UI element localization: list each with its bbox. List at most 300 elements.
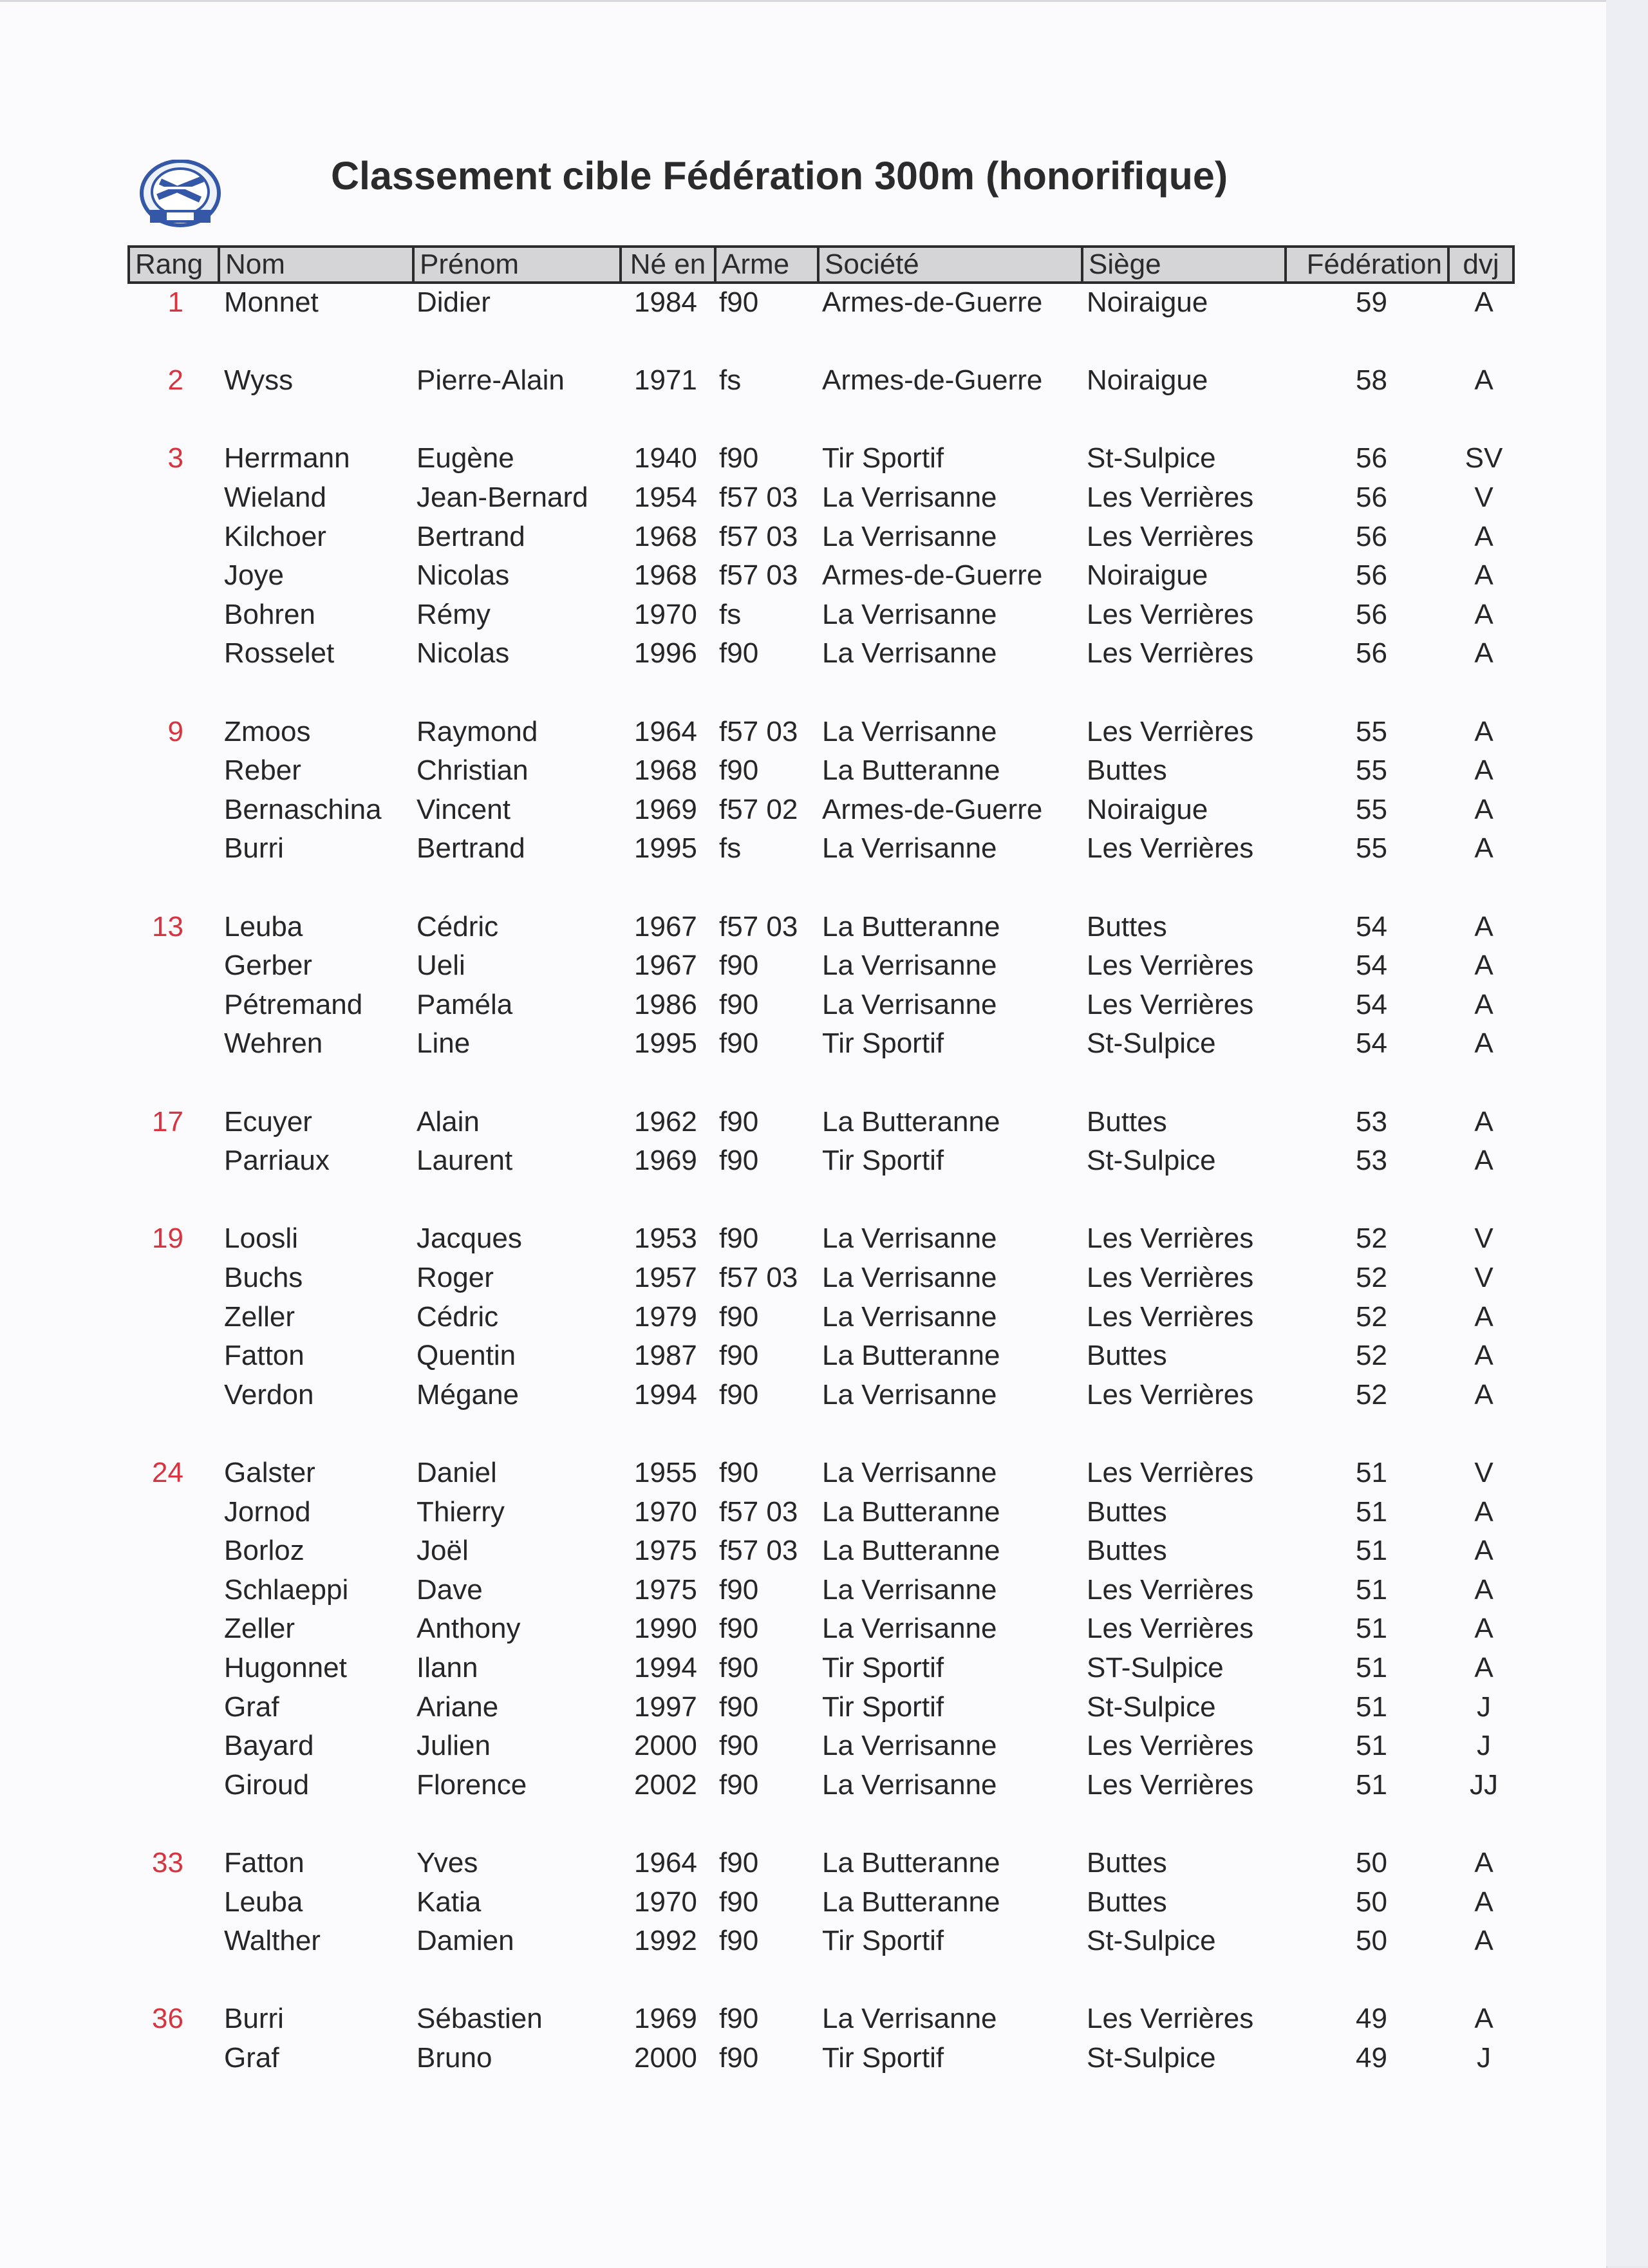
arme-cell: f90 (719, 1574, 759, 1606)
year-cell: 1994 (634, 1652, 697, 1683)
siege-cell: Les Verrières (1087, 716, 1254, 747)
arme-cell: fs (719, 364, 742, 396)
score-cell: 51 (1356, 1457, 1387, 1488)
year-cell: 1990 (634, 1613, 697, 1644)
nom-cell: Giroud (224, 1769, 310, 1801)
nom-cell: Burri (224, 2003, 284, 2034)
nom-cell: Rosselet (224, 637, 335, 669)
nom-cell: Zmoos (224, 716, 311, 747)
arme-cell: f90 (719, 1301, 759, 1333)
prenom-cell: Eugène (417, 442, 514, 474)
score-cell: 55 (1356, 794, 1387, 825)
table-row (0, 364, 1648, 403)
societe-cell: La Verrisanne (822, 1769, 997, 1801)
score-cell: 56 (1356, 599, 1387, 630)
siege-cell: Buttes (1087, 1535, 1167, 1566)
table-row (0, 794, 1648, 832)
siege-cell: Les Verrières (1087, 1613, 1254, 1644)
nom-cell: Parriaux (224, 1145, 330, 1176)
nom-cell: Burri (224, 832, 284, 864)
siege-cell: Buttes (1087, 1340, 1167, 1371)
prenom-cell: Sébastien (417, 2003, 543, 2034)
arme-cell: f90 (719, 1106, 759, 1138)
societe-cell: La Verrisanne (822, 1613, 997, 1644)
arme-cell: f57 03 (719, 521, 798, 552)
societe-cell: Tir Sportif (822, 442, 944, 474)
year-cell: 1997 (634, 1691, 697, 1723)
arme-cell: f90 (719, 1340, 759, 1371)
year-cell: 2000 (634, 1730, 697, 1761)
dvj-cell: A (1474, 832, 1494, 864)
prenom-cell: Cédric (417, 911, 499, 942)
prenom-cell: Line (417, 1027, 471, 1059)
siege-cell: St-Sulpice (1087, 1027, 1216, 1059)
siege-cell: Buttes (1087, 1886, 1167, 1918)
arme-cell: f90 (719, 1613, 759, 1644)
nom-cell: Zeller (224, 1613, 295, 1644)
dvj-cell: J (1477, 1730, 1491, 1761)
siege-cell: St-Sulpice (1087, 442, 1216, 474)
societe-cell: La Butteranne (822, 1847, 1000, 1879)
prenom-cell: Quentin (417, 1340, 516, 1371)
dvj-cell: A (1474, 1652, 1494, 1683)
score-cell: 54 (1356, 1027, 1387, 1059)
rank-cell: 33 (152, 1847, 183, 1879)
nom-cell: Leuba (224, 1886, 303, 1918)
dvj-cell: A (1474, 989, 1494, 1020)
societe-cell: La Verrisanne (822, 950, 997, 981)
score-cell: 54 (1356, 989, 1387, 1020)
score-cell: 52 (1356, 1262, 1387, 1293)
prenom-cell: Thierry (417, 1496, 505, 1528)
prenom-cell: Joël (417, 1535, 469, 1566)
score-cell: 55 (1356, 754, 1387, 786)
arme-cell: f90 (719, 1027, 759, 1059)
dvj-cell: JJ (1470, 1769, 1498, 1801)
dvj-cell: A (1474, 754, 1494, 786)
year-cell: 1940 (634, 442, 697, 474)
prenom-cell: Rémy (417, 599, 491, 630)
societe-cell: La Verrisanne (822, 1301, 997, 1333)
arme-cell: f90 (719, 1145, 759, 1176)
siege-cell: Les Verrières (1087, 1223, 1254, 1254)
siege-cell: Noiraigue (1087, 364, 1208, 396)
dvj-cell: A (1474, 1496, 1494, 1528)
dvj-cell: A (1474, 286, 1494, 318)
table-row (0, 832, 1648, 871)
table-row (0, 1223, 1648, 1261)
nom-cell: Leuba (224, 911, 303, 942)
year-cell: 1984 (634, 286, 697, 318)
table-row (0, 1652, 1648, 1691)
prenom-cell: Ueli (417, 950, 465, 981)
score-cell: 52 (1356, 1223, 1387, 1254)
table-row (0, 1301, 1648, 1340)
arme-cell: f90 (719, 1925, 759, 1956)
score-cell: 56 (1356, 521, 1387, 552)
nom-cell: Fatton (224, 1340, 304, 1371)
year-cell: 1969 (634, 2003, 697, 2034)
dvj-cell: A (1474, 1379, 1494, 1410)
arme-cell: f57 03 (719, 1496, 798, 1528)
prenom-cell: Yves (417, 1847, 478, 1879)
prenom-cell: Florence (417, 1769, 527, 1801)
table-row (0, 1730, 1648, 1768)
prenom-cell: Dave (417, 1574, 483, 1606)
rank-cell: 9 (167, 716, 183, 747)
societe-cell: La Verrisanne (822, 1574, 997, 1606)
societe-cell: La Verrisanne (822, 716, 997, 747)
nom-cell: Bohren (224, 599, 315, 630)
score-cell: 51 (1356, 1730, 1387, 1761)
prenom-cell: Bruno (417, 2042, 492, 2074)
nom-cell: Jornod (224, 1496, 311, 1528)
col-header-societe: Société (818, 247, 1082, 283)
nom-cell: Verdon (224, 1379, 314, 1410)
score-cell: 58 (1356, 364, 1387, 396)
siege-cell: Les Verrières (1087, 1301, 1254, 1333)
arme-cell: f90 (719, 286, 759, 318)
table-row (0, 911, 1648, 950)
siege-cell: Les Verrières (1087, 950, 1254, 981)
societe-cell: La Verrisanne (822, 1457, 997, 1488)
siege-cell: Buttes (1087, 1496, 1167, 1528)
societe-cell: Tir Sportif (822, 2042, 944, 2074)
table-row (0, 1262, 1648, 1300)
year-cell: 1954 (634, 482, 697, 513)
prenom-cell: Didier (417, 286, 491, 318)
table-row (0, 1145, 1648, 1183)
dvj-cell: A (1474, 1145, 1494, 1176)
dvj-cell: A (1474, 1340, 1494, 1371)
siege-cell: Buttes (1087, 1106, 1167, 1138)
arme-cell: f90 (719, 989, 759, 1020)
siege-cell: Les Verrières (1087, 482, 1254, 513)
year-cell: 1962 (634, 1106, 697, 1138)
col-header-rang: Rang (129, 247, 219, 283)
societe-cell: La Verrisanne (822, 1379, 997, 1410)
col-header-nom: Nom (219, 247, 413, 283)
arme-cell: f90 (719, 1769, 759, 1801)
prenom-cell: Paméla (417, 989, 513, 1020)
rank-cell: 3 (167, 442, 183, 474)
societe-cell: La Verrisanne (822, 599, 997, 630)
score-cell: 51 (1356, 1691, 1387, 1723)
table-row (0, 989, 1648, 1027)
societe-cell: Armes-de-Guerre (822, 364, 1043, 396)
dvj-cell: V (1474, 482, 1494, 513)
dvj-cell: A (1474, 1301, 1494, 1333)
prenom-cell: Julien (417, 1730, 491, 1761)
arme-cell: f90 (719, 950, 759, 981)
nom-cell: Galster (224, 1457, 315, 1488)
dvj-cell: A (1474, 950, 1494, 981)
siege-cell: St-Sulpice (1087, 2042, 1216, 2074)
societe-cell: La Verrisanne (822, 1730, 997, 1761)
prenom-cell: Pierre-Alain (417, 364, 565, 396)
score-cell: 51 (1356, 1613, 1387, 1644)
societe-cell: La Butteranne (822, 1535, 1000, 1566)
table-row (0, 559, 1648, 598)
arme-cell: f90 (719, 1379, 759, 1410)
nom-cell: Buchs (224, 1262, 303, 1293)
dvj-cell: SV (1465, 442, 1503, 474)
prenom-cell: Ilann (417, 1652, 478, 1683)
dvj-cell: A (1474, 521, 1494, 552)
col-header-dvj: dvj (1448, 247, 1513, 283)
prenom-cell: Bertrand (417, 832, 525, 864)
prenom-cell: Cédric (417, 1301, 499, 1333)
siege-cell: Buttes (1087, 754, 1167, 786)
siege-cell: Les Verrières (1087, 1379, 1254, 1410)
table-row (0, 2042, 1648, 2081)
prenom-cell: Christian (417, 754, 529, 786)
score-cell: 50 (1356, 1925, 1387, 1956)
arme-cell: f90 (719, 1691, 759, 1723)
dvj-cell: A (1474, 1886, 1494, 1918)
year-cell: 1957 (634, 1262, 697, 1293)
nom-cell: Gerber (224, 950, 312, 981)
societe-cell: Tir Sportif (822, 1925, 944, 1956)
year-cell: 1996 (634, 637, 697, 669)
table-row (0, 1925, 1648, 1963)
table-row (0, 1613, 1648, 1651)
prenom-cell: Nicolas (417, 637, 510, 669)
year-cell: 1953 (634, 1223, 697, 1254)
dvj-cell: A (1474, 794, 1494, 825)
arme-cell: f57 03 (719, 1535, 798, 1566)
prenom-cell: Bertrand (417, 521, 525, 552)
year-cell: 1964 (634, 1847, 697, 1879)
prenom-cell: Jean-Bernard (417, 482, 588, 513)
nom-cell: Kilchoer (224, 521, 326, 552)
nom-cell: Wieland (224, 482, 326, 513)
table-row (0, 1496, 1648, 1535)
societe-cell: La Butteranne (822, 754, 1000, 786)
nom-cell: Borloz (224, 1535, 304, 1566)
rank-cell: 17 (152, 1106, 183, 1138)
prenom-cell: Raymond (417, 716, 538, 747)
table-row (0, 1340, 1648, 1378)
dvj-cell: J (1477, 2042, 1491, 2074)
table-row (0, 521, 1648, 559)
prenom-cell: Daniel (417, 1457, 497, 1488)
societe-cell: Tir Sportif (822, 1145, 944, 1176)
dvj-cell: A (1474, 559, 1494, 591)
rank-cell: 1 (167, 286, 183, 318)
year-cell: 1994 (634, 1379, 697, 1410)
dvj-cell: A (1474, 911, 1494, 942)
table-row (0, 950, 1648, 988)
year-cell: 1970 (634, 1496, 697, 1528)
nom-cell: Bayard (224, 1730, 314, 1761)
year-cell: 1987 (634, 1340, 697, 1371)
arme-cell: f57 03 (719, 482, 798, 513)
score-cell: 54 (1356, 950, 1387, 981)
societe-cell: La Butteranne (822, 911, 1000, 942)
arme-cell: f90 (719, 1652, 759, 1683)
nom-cell: Ecuyer (224, 1106, 312, 1138)
nom-cell: Wyss (224, 364, 294, 396)
dvj-cell: A (1474, 2003, 1494, 2034)
nom-cell: Graf (224, 2042, 279, 2074)
arme-cell: f90 (719, 754, 759, 786)
prenom-cell: Anthony (417, 1613, 521, 1644)
year-cell: 1968 (634, 521, 697, 552)
table-row (0, 637, 1648, 676)
score-cell: 52 (1356, 1340, 1387, 1371)
nom-cell: Fatton (224, 1847, 304, 1879)
year-cell: 1995 (634, 832, 697, 864)
dvj-cell: A (1474, 1613, 1494, 1644)
score-cell: 51 (1356, 1574, 1387, 1606)
year-cell: 1975 (634, 1574, 697, 1606)
dvj-cell: A (1474, 1847, 1494, 1879)
table-row (0, 1847, 1648, 1886)
score-cell: 59 (1356, 286, 1387, 318)
societe-cell: Tir Sportif (822, 1652, 944, 1683)
score-cell: 56 (1356, 442, 1387, 474)
nom-cell: Herrmann (224, 442, 350, 474)
year-cell: 2000 (634, 2042, 697, 2074)
table-row (0, 2003, 1648, 2041)
score-cell: 51 (1356, 1652, 1387, 1683)
siege-cell: Les Verrières (1087, 989, 1254, 1020)
dvj-cell: A (1474, 1535, 1494, 1566)
societe-cell: La Butteranne (822, 1496, 1000, 1528)
table-row (0, 754, 1648, 793)
siege-cell: Les Verrières (1087, 832, 1254, 864)
table-row (0, 1886, 1648, 1925)
nom-cell: Bernaschina (224, 794, 382, 825)
arme-cell: f90 (719, 1847, 759, 1879)
rank-cell: 2 (167, 364, 183, 396)
societe-cell: Armes-de-Guerre (822, 559, 1043, 591)
nom-cell: Hugonnet (224, 1652, 347, 1683)
arme-cell: f57 03 (719, 911, 798, 942)
year-cell: 1992 (634, 1925, 697, 1956)
table-row (0, 1769, 1648, 1808)
arme-cell: f57 02 (719, 794, 798, 825)
prenom-cell: Vincent (417, 794, 510, 825)
arme-cell: f57 03 (719, 1262, 798, 1293)
nom-cell: Schlaeppi (224, 1574, 349, 1606)
societe-cell: La Verrisanne (822, 989, 997, 1020)
year-cell: 1967 (634, 950, 697, 981)
year-cell: 1967 (634, 911, 697, 942)
societe-cell: La Verrisanne (822, 637, 997, 669)
siege-cell: St-Sulpice (1087, 1691, 1216, 1723)
siege-cell: Les Verrières (1087, 2003, 1254, 2034)
siege-cell: Noiraigue (1087, 559, 1208, 591)
arme-cell: f90 (719, 2042, 759, 2074)
table-row (0, 1574, 1648, 1613)
rank-cell: 13 (152, 911, 183, 942)
table-row (0, 482, 1648, 520)
table-row (0, 1027, 1648, 1066)
societe-cell: La Verrisanne (822, 1262, 997, 1293)
table-row (0, 1379, 1648, 1418)
nom-cell: Joye (224, 559, 284, 591)
arme-cell: f90 (719, 1886, 759, 1918)
score-cell: 56 (1356, 482, 1387, 513)
societe-cell: La Verrisanne (822, 482, 997, 513)
score-cell: 53 (1356, 1106, 1387, 1138)
arme-cell: f90 (719, 442, 759, 474)
year-cell: 1971 (634, 364, 697, 396)
arme-cell: f90 (719, 2003, 759, 2034)
siege-cell: Les Verrières (1087, 1769, 1254, 1801)
arme-cell: fs (719, 599, 742, 630)
rank-cell: 24 (152, 1457, 183, 1488)
siege-cell: Les Verrières (1087, 1574, 1254, 1606)
year-cell: 1969 (634, 1145, 697, 1176)
siege-cell: Les Verrières (1087, 1457, 1254, 1488)
col-header-siege: Siège (1082, 247, 1286, 283)
siege-cell: Les Verrières (1087, 599, 1254, 630)
score-cell: 56 (1356, 637, 1387, 669)
table-row (0, 599, 1648, 637)
col-header-prenom: Prénom (413, 247, 621, 283)
dvj-cell: A (1474, 599, 1494, 630)
prenom-cell: Katia (417, 1886, 482, 1918)
nom-cell: Wehren (224, 1027, 323, 1059)
nom-cell: Graf (224, 1691, 279, 1723)
year-cell: 2002 (634, 1769, 697, 1801)
arme-cell: fs (719, 832, 742, 864)
nom-cell: Monnet (224, 286, 319, 318)
arme-cell: f57 03 (719, 716, 798, 747)
score-cell: 51 (1356, 1535, 1387, 1566)
score-cell: 49 (1356, 2003, 1387, 2034)
dvj-cell: A (1474, 1027, 1494, 1059)
dvj-cell: V (1474, 1262, 1494, 1293)
year-cell: 1995 (634, 1027, 697, 1059)
societe-cell: La Butteranne (822, 1340, 1000, 1371)
prenom-cell: Damien (417, 1925, 514, 1956)
nom-cell: Zeller (224, 1301, 295, 1333)
score-cell: 51 (1356, 1496, 1387, 1528)
score-cell: 50 (1356, 1847, 1387, 1879)
prenom-cell: Laurent (417, 1145, 513, 1176)
nom-cell: Walther (224, 1925, 321, 1956)
siege-cell: Noiraigue (1087, 286, 1208, 318)
table-row (0, 1106, 1648, 1145)
prenom-cell: Mégane (417, 1379, 520, 1410)
societe-cell: La Verrisanne (822, 832, 997, 864)
score-cell: 50 (1356, 1886, 1387, 1918)
col-header-ne-en: Né en (621, 247, 715, 283)
year-cell: 1968 (634, 559, 697, 591)
score-cell: 53 (1356, 1145, 1387, 1176)
score-cell: 49 (1356, 2042, 1387, 2074)
societe-cell: La Verrisanne (822, 521, 997, 552)
siege-cell: Buttes (1087, 1847, 1167, 1879)
siege-cell: Buttes (1087, 911, 1167, 942)
societe-cell: Armes-de-Guerre (822, 794, 1043, 825)
col-header-federation: Fédération (1286, 247, 1448, 283)
year-cell: 1964 (634, 716, 697, 747)
dvj-cell: A (1474, 364, 1494, 396)
dvj-cell: A (1474, 1574, 1494, 1606)
year-cell: 1969 (634, 794, 697, 825)
year-cell: 1986 (634, 989, 697, 1020)
score-cell: 54 (1356, 911, 1387, 942)
societe-cell: Tir Sportif (822, 1027, 944, 1059)
siege-cell: Noiraigue (1087, 794, 1208, 825)
year-cell: 1970 (634, 1886, 697, 1918)
score-cell: 55 (1356, 716, 1387, 747)
